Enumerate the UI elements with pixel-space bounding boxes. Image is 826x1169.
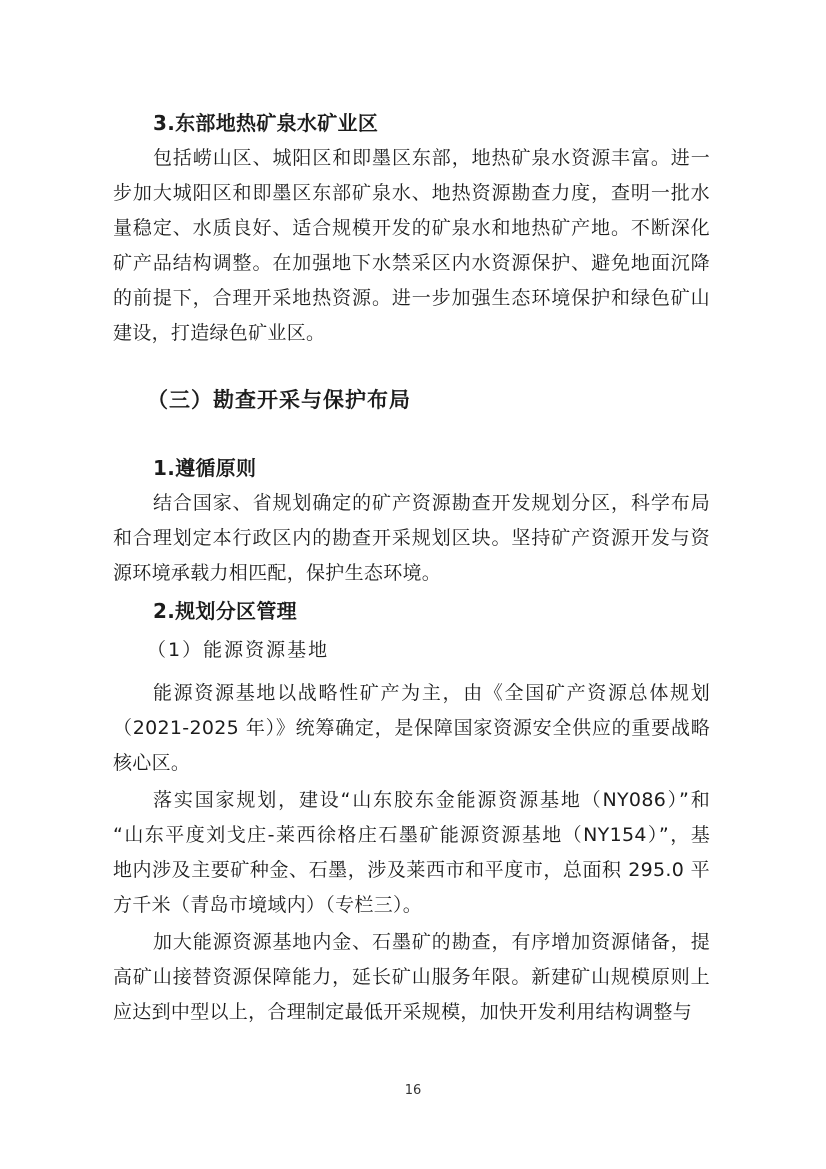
heading-principle: 1.遵循原则	[153, 456, 257, 480]
text-line: 源环境承载力相匹配，保护生态环境。	[113, 562, 442, 584]
text-line: 的前提下，合理开采地热资源。进一步加强生态环境保护和绿色矿山	[113, 287, 710, 309]
text-line: 包括崂山区、城阳区和即墨区东部，地热矿泉水资源丰富。进一	[153, 147, 710, 169]
text-line: “山东平度刘戈庄-莱西徐格庄石墨矿能源资源基地（NY154）”，基	[113, 824, 710, 846]
text-line: 落实国家规划，建设“山东胶东金能源资源基地（NY086）”和	[153, 789, 710, 811]
text-line: 能源资源基地以战略性矿产为主，由《全国矿产资源总体规划	[153, 682, 710, 704]
paragraph-east-geothermal-zone	[113, 141, 710, 351]
text-line: 步加大城阳区和即墨区东部矿泉水、地热资源勘查力度，查明一批水	[113, 182, 710, 204]
text-line: 应达到中型以上，合理制定最低开采规模，加快开发利用结构调整与	[113, 1001, 693, 1023]
text-line: 高矿山接替资源保障能力，延长矿山服务年限。新建矿山规模原则上	[113, 966, 710, 988]
paragraph-energy-base-exploration	[113, 925, 710, 1030]
text-line: 加大能源资源基地内金、石墨矿的勘查，有序增加资源储备，提	[153, 931, 710, 953]
text-line: 地内涉及主要矿种金、石墨，涉及莱西市和平度市，总面积 295.0 平	[113, 859, 710, 881]
text-line: 结合国家、省规划确定的矿产资源勘查开发规划分区，科学布局	[153, 492, 710, 514]
text-line: 建设，打造绿色矿业区。	[113, 322, 326, 344]
document-body	[113, 0, 710, 1030]
paragraph-principle	[113, 486, 710, 591]
paragraph-energy-base-build	[113, 783, 710, 923]
heading-east-geothermal-zone: 3.东部地热矿泉水矿业区	[153, 111, 379, 135]
text-line: 矿产品结构调整。在加强地下水禁采区内水资源保护、避免地面沉降	[113, 252, 710, 274]
heading-zoning-management: 2.规划分区管理	[153, 599, 297, 623]
page-number: 16	[404, 1083, 422, 1098]
subheading-energy-resource-base: （1）能源资源基地	[147, 639, 330, 661]
paragraph-energy-base-intro	[113, 676, 710, 781]
text-line: 量稳定、水质良好、适合规模开发的矿泉水和地热矿产地。不断深化	[113, 217, 710, 239]
text-line: （2021-2025 年）》统筹确定，是保障国家资源安全供应的重要战略	[113, 717, 710, 739]
text-line: 方千米（青岛市境域内）（专栏三）。	[113, 894, 423, 916]
text-line: 和合理划定本行政区内的勘查开采规划区块。坚持矿产资源开发与资	[113, 527, 710, 549]
text-line: 核心区。	[113, 752, 191, 774]
heading-section-three-layout: （三）勘查开采与保护布局	[147, 388, 411, 412]
